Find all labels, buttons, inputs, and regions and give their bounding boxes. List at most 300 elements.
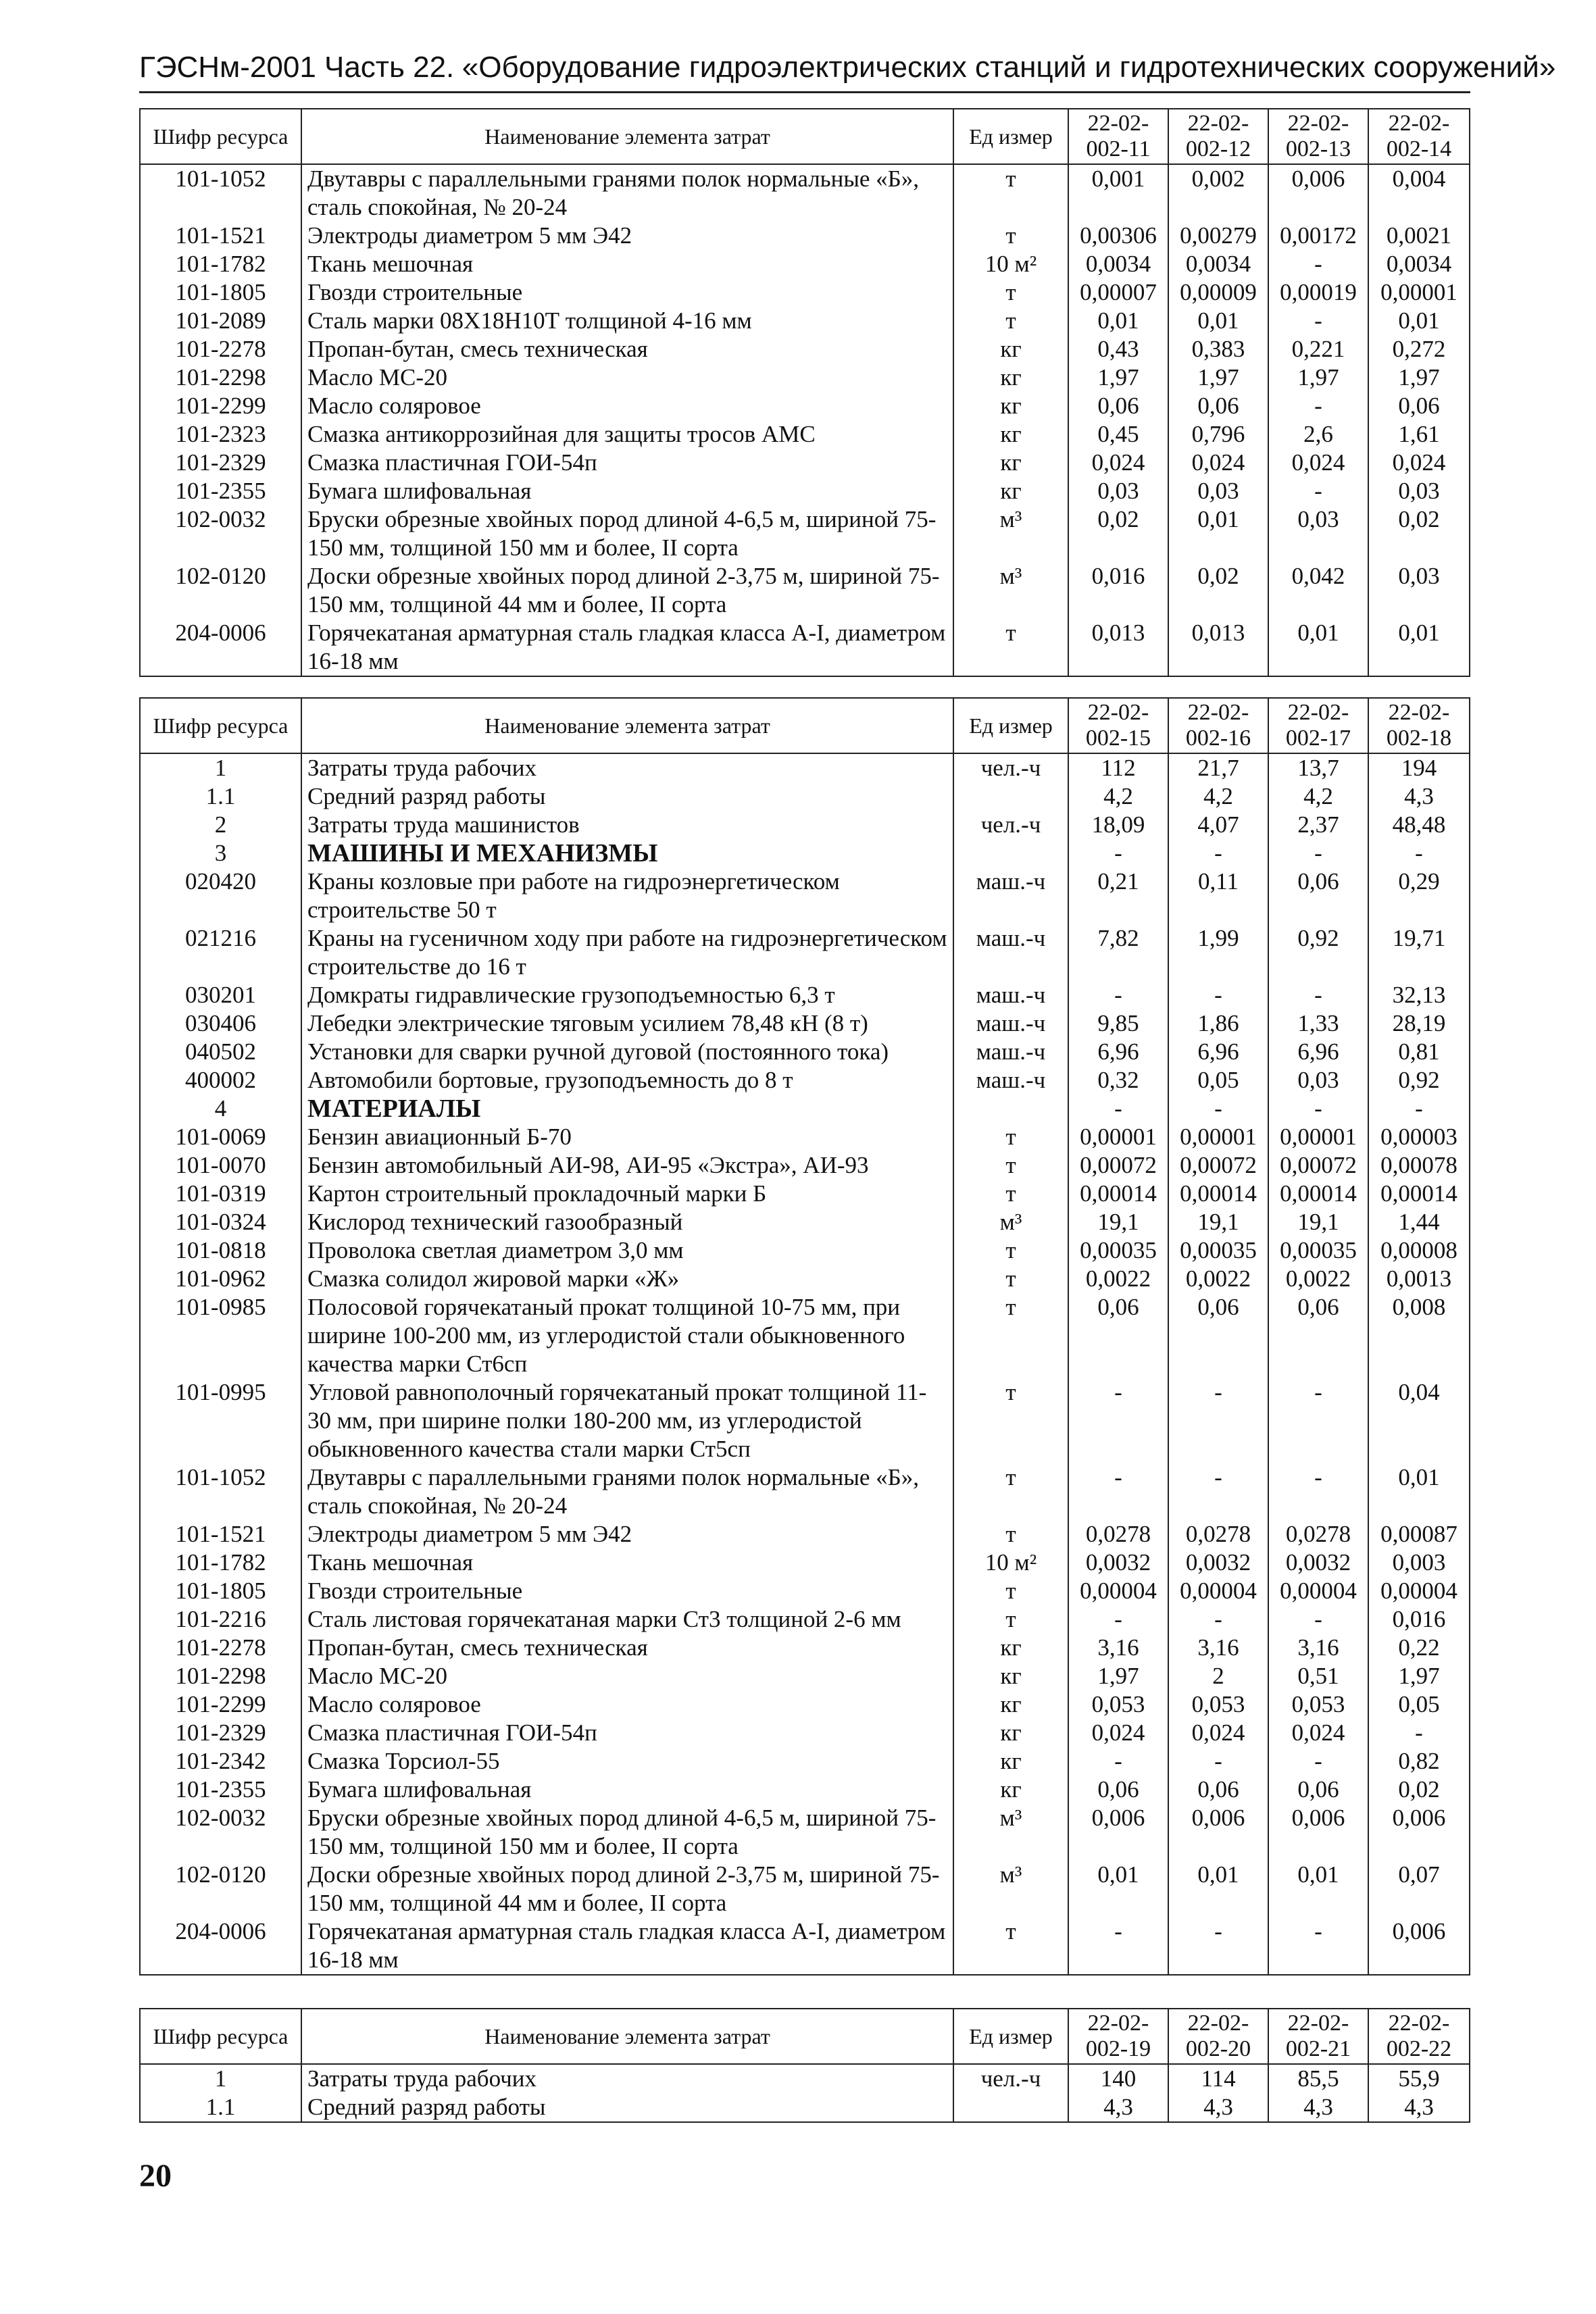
value-cell: - [1268, 250, 1368, 278]
value-cell: 0,06 [1068, 1293, 1168, 1378]
resource-code-cell: 101-2355 [140, 1776, 301, 1804]
value-cell: 3,16 [1068, 1634, 1168, 1662]
resource-code-cell: 030201 [140, 981, 301, 1009]
value-cell: 0,51 [1268, 1662, 1368, 1690]
resource-name-cell: Масло МС-20 [301, 1662, 953, 1690]
resource-code-cell: 101-2329 [140, 1719, 301, 1747]
col-name-header: Наименование элемента затрат [301, 109, 953, 164]
table-row [140, 477, 1470, 505]
value-cell: 3,16 [1168, 1634, 1268, 1662]
value-cell: 0,024 [1268, 1719, 1368, 1747]
header-prefix: ГЭСНм-2001 Часть 22. [139, 51, 455, 84]
value-cell: 4,2 [1168, 782, 1268, 811]
value-cell: 0,221 [1268, 335, 1368, 363]
unit-cell: т [953, 307, 1068, 335]
value-cell: 4,3 [1068, 2093, 1168, 2122]
value-cell: 0,0034 [1168, 250, 1268, 278]
col-code-header: Шифр ресурса [140, 2009, 301, 2064]
value-cell: - [1068, 1378, 1168, 1463]
value-cell: 1,97 [1068, 363, 1168, 392]
resource-code-cell: 101-1782 [140, 250, 301, 278]
resource-name-cell: Сталь марки 08Х18Н10Т толщиной 4-16 мм [301, 307, 953, 335]
resource-name-cell: Установки для сварки ручной дуговой (постоянного тока) [301, 1038, 953, 1066]
value-cell: - [1268, 477, 1368, 505]
value-cell: 0,81 [1368, 1038, 1470, 1066]
value-cell: 0,01 [1068, 307, 1168, 335]
resource-name-cell: Масло соляровое [301, 392, 953, 420]
resource-name-cell: Ткань мешочная [301, 250, 953, 278]
table-row [140, 1180, 1470, 1208]
table-row [140, 164, 1470, 222]
value-cell: 0,00019 [1268, 278, 1368, 307]
value-cell: 0,06 [1168, 392, 1268, 420]
table-row [140, 619, 1470, 676]
value-cell: 0,21 [1068, 867, 1168, 924]
value-cell: 1,97 [1368, 1662, 1470, 1690]
table-row [140, 1605, 1470, 1634]
value-cell: 0,03 [1268, 505, 1368, 562]
value-cell: 0,0034 [1368, 250, 1470, 278]
table-row [140, 1066, 1470, 1095]
value-cell: 21,7 [1168, 753, 1268, 782]
value-cell: 0,04 [1368, 1378, 1470, 1463]
value-cell: - [1268, 307, 1368, 335]
value-cell: - [1268, 1095, 1368, 1123]
resource-code-cell: 101-0985 [140, 1293, 301, 1378]
value-cell: - [1268, 392, 1368, 420]
value-cell: 19,1 [1068, 1208, 1168, 1236]
table-row [140, 392, 1470, 420]
col-id-header: 22-02-002-14 [1368, 109, 1470, 164]
value-cell: 0,0022 [1168, 1265, 1268, 1293]
value-cell: 1,97 [1368, 363, 1470, 392]
value-cell: 6,96 [1268, 1038, 1368, 1066]
value-cell: 28,19 [1368, 1009, 1470, 1038]
value-cell: 0,32 [1068, 1066, 1168, 1095]
value-cell: 85,5 [1268, 2064, 1368, 2093]
value-cell: 0,06 [1268, 1293, 1368, 1378]
col-name-header: Наименование элемента затрат [301, 2009, 953, 2064]
value-cell: 0,00078 [1368, 1151, 1470, 1180]
value-cell: 0,01 [1368, 307, 1470, 335]
resource-name-cell: Угловой равнополочный горячекатаный прокат толщиной 11-30 мм, при ширине полки 180-200 мм, из углеродистой обыкновенного качества стали марки Ст5сп [301, 1378, 953, 1463]
value-cell: 0,00014 [1368, 1180, 1470, 1208]
unit-cell: маш.-ч [953, 1038, 1068, 1066]
table-row [140, 924, 1470, 981]
resource-code-cell: 1.1 [140, 2093, 301, 2122]
value-cell: 0,01 [1168, 307, 1268, 335]
value-cell: 0,0013 [1368, 1265, 1470, 1293]
value-cell: 0,00014 [1268, 1180, 1368, 1208]
value-cell: - [1168, 839, 1268, 867]
table-row [140, 1861, 1470, 1917]
unit-cell: т [953, 1605, 1068, 1634]
resource-code-cell: 4 [140, 1095, 301, 1123]
value-cell: 0,013 [1068, 619, 1168, 676]
resource-code-cell: 400002 [140, 1066, 301, 1095]
resource-code-cell: 3 [140, 839, 301, 867]
table-row [140, 1151, 1470, 1180]
value-cell: 0,004 [1368, 164, 1470, 222]
unit-cell: т [953, 1378, 1068, 1463]
unit-cell: т [953, 1151, 1068, 1180]
table-row [140, 1293, 1470, 1378]
value-cell: - [1168, 1095, 1268, 1123]
table-row [140, 1265, 1470, 1293]
unit-cell: маш.-ч [953, 867, 1068, 924]
value-cell: 0,024 [1168, 1719, 1268, 1747]
value-cell: 0,053 [1168, 1690, 1268, 1719]
value-cell: 0,06 [1168, 1293, 1268, 1378]
value-cell: 0,01 [1268, 1861, 1368, 1917]
table-row [140, 1378, 1470, 1463]
resource-name-cell: Полосовой горячекатаный прокат толщиной 10-75 мм, при ширине 100-200 мм, из углеродистой стали обыкновенного качества марки Ст6сп [301, 1293, 953, 1378]
table-header-row [140, 109, 1470, 164]
unit-cell: т [953, 222, 1068, 250]
col-id-header: 22-02-002-22 [1368, 2009, 1470, 2064]
value-cell: 1,44 [1368, 1208, 1470, 1236]
value-cell: - [1268, 1747, 1368, 1776]
value-cell: 0,006 [1268, 1804, 1368, 1861]
value-cell: 0,024 [1068, 1719, 1168, 1747]
value-cell: - [1168, 1747, 1268, 1776]
table-row [140, 1776, 1470, 1804]
resource-name-cell: Гвозди строительные [301, 278, 953, 307]
table-row [140, 1520, 1470, 1549]
resource-code-cell: 204-0006 [140, 619, 301, 676]
col-name-header: Наименование элемента затрат [301, 698, 953, 753]
value-cell: 0,29 [1368, 867, 1470, 924]
table-row [140, 1577, 1470, 1605]
value-cell: 0,383 [1168, 335, 1268, 363]
value-cell: 0,006 [1068, 1804, 1168, 1861]
value-cell: 0,00009 [1168, 278, 1268, 307]
resource-name-cell: Доски обрезные хвойных пород длиной 2-3,75 м, шириной 75-150 мм, толщиной 44 мм и более, II сорта [301, 1861, 953, 1917]
table-row [140, 1747, 1470, 1776]
value-cell: 0,00035 [1268, 1236, 1368, 1265]
resource-name-cell: Гвозди строительные [301, 1577, 953, 1605]
resource-name-cell: Бумага шлифовальная [301, 477, 953, 505]
value-cell: 0,22 [1368, 1634, 1470, 1662]
unit-cell: м³ [953, 1861, 1068, 1917]
value-cell: 4,3 [1268, 2093, 1368, 2122]
value-cell: 13,7 [1268, 753, 1368, 782]
resource-name-cell: Затраты труда рабочих [301, 2064, 953, 2093]
col-code-header: Шифр ресурса [140, 698, 301, 753]
value-cell: - [1068, 981, 1168, 1009]
value-cell: 19,71 [1368, 924, 1470, 981]
value-cell: - [1368, 1719, 1470, 1747]
resource-code-cell: 030406 [140, 1009, 301, 1038]
value-cell: 0,016 [1368, 1605, 1470, 1634]
col-id-header: 22-02-002-20 [1168, 2009, 1268, 2064]
value-cell: 0,01 [1368, 619, 1470, 676]
table-row [140, 1690, 1470, 1719]
value-cell: - [1168, 1378, 1268, 1463]
unit-cell: м³ [953, 1208, 1068, 1236]
resource-name-cell: МАШИНЫ И МЕХАНИЗМЫ [301, 839, 953, 867]
value-cell: 1,61 [1368, 420, 1470, 449]
table-row [140, 505, 1470, 562]
value-cell: 4,2 [1068, 782, 1168, 811]
value-cell: 19,1 [1268, 1208, 1368, 1236]
value-cell: - [1168, 981, 1268, 1009]
page-header [139, 49, 1556, 93]
value-cell: 0,042 [1268, 562, 1368, 619]
value-cell: 1,33 [1268, 1009, 1368, 1038]
resource-code-cell: 101-2329 [140, 449, 301, 477]
value-cell: 0,06 [1068, 1776, 1168, 1804]
unit-cell [953, 1095, 1068, 1123]
value-cell: 0,11 [1168, 867, 1268, 924]
value-cell: 0,01 [1168, 1861, 1268, 1917]
value-cell: 4,3 [1368, 782, 1470, 811]
resource-name-cell: Лебедки электрические тяговым усилием 78,48 кН (8 т) [301, 1009, 953, 1038]
resource-code-cell: 040502 [140, 1038, 301, 1066]
value-cell: 0,001 [1068, 164, 1168, 222]
value-cell: 0,06 [1368, 392, 1470, 420]
resource-code-cell: 1 [140, 753, 301, 782]
value-cell: 32,13 [1368, 981, 1470, 1009]
resource-code-cell: 1 [140, 2064, 301, 2093]
value-cell: 0,02 [1168, 562, 1268, 619]
value-cell: 0,01 [1168, 505, 1268, 562]
value-cell: 18,09 [1068, 811, 1168, 839]
resource-code-cell: 101-0818 [140, 1236, 301, 1265]
resource-code-cell: 2 [140, 811, 301, 839]
value-cell: 0,0032 [1268, 1549, 1368, 1577]
unit-cell [953, 839, 1068, 867]
resource-code-cell: 101-0319 [140, 1180, 301, 1208]
unit-cell: кг [953, 1719, 1068, 1747]
resource-name-cell: Доски обрезные хвойных пород длиной 2-3,75 м, шириной 75-150 мм, толщиной 44 мм и более, II сорта [301, 562, 953, 619]
unit-cell [953, 2093, 1068, 2122]
resource-code-cell: 204-0006 [140, 1917, 301, 1975]
resource-name-cell: Двутавры с параллельными гранями полок нормальные «Б», сталь спокойная, № 20-24 [301, 1463, 953, 1520]
table-body [140, 164, 1470, 676]
unit-cell: маш.-ч [953, 1009, 1068, 1038]
unit-cell: 10 м² [953, 1549, 1068, 1577]
header-title: «Оборудование гидроэлектрических станций и гидротехнических сооружений» [462, 51, 1556, 84]
value-cell: 2,37 [1268, 811, 1368, 839]
col-id-header: 22-02-002-19 [1068, 2009, 1168, 2064]
unit-cell: кг [953, 1690, 1068, 1719]
value-cell: 0,05 [1168, 1066, 1268, 1095]
value-cell: 0,02 [1368, 1776, 1470, 1804]
unit-cell: т [953, 1577, 1068, 1605]
value-cell: 0,06 [1268, 1776, 1368, 1804]
resource-name-cell: Средний разряд работы [301, 782, 953, 811]
table-row [140, 307, 1470, 335]
value-cell: - [1268, 839, 1368, 867]
resource-code-cell: 101-1805 [140, 278, 301, 307]
value-cell: 0,006 [1368, 1804, 1470, 1861]
table-row [140, 278, 1470, 307]
col-id-header: 22-02-002-12 [1168, 109, 1268, 164]
resource-name-cell: Масло МС-20 [301, 363, 953, 392]
resource-name-cell: Масло соляровое [301, 1690, 953, 1719]
value-cell: 0,013 [1168, 619, 1268, 676]
value-cell: 0,00072 [1068, 1151, 1168, 1180]
col-unit-header: Ед измер [953, 2009, 1068, 2064]
resource-code-cell: 101-2299 [140, 1690, 301, 1719]
value-cell: 48,48 [1368, 811, 1470, 839]
value-cell: 0,796 [1168, 420, 1268, 449]
value-cell: 0,024 [1068, 449, 1168, 477]
value-cell: 0,00014 [1068, 1180, 1168, 1208]
table-row [140, 1009, 1470, 1038]
resource-code-cell: 102-0120 [140, 562, 301, 619]
table-row [140, 222, 1470, 250]
value-cell: 1,99 [1168, 924, 1268, 981]
resource-table-1 [139, 108, 1470, 677]
value-cell: 0,00004 [1268, 1577, 1368, 1605]
value-cell: 1,97 [1068, 1662, 1168, 1690]
value-cell: 0,00004 [1368, 1577, 1470, 1605]
value-cell: 0,0021 [1368, 222, 1470, 250]
value-cell: - [1168, 1463, 1268, 1520]
resource-table-3 [139, 2008, 1470, 2123]
value-cell: 0,0022 [1068, 1265, 1168, 1293]
value-cell: 112 [1068, 753, 1168, 782]
col-code-header: Шифр ресурса [140, 109, 301, 164]
value-cell: 0,00014 [1168, 1180, 1268, 1208]
unit-cell: маш.-ч [953, 981, 1068, 1009]
value-cell: 0,272 [1368, 335, 1470, 363]
page-number: 20 [139, 2158, 172, 2194]
table-row [140, 1095, 1470, 1123]
unit-cell: м³ [953, 562, 1068, 619]
value-cell: 0,00001 [1268, 1123, 1368, 1151]
col-id-header: 22-02-002-13 [1268, 109, 1368, 164]
resource-name-cell: Двутавры с параллельными гранями полок нормальные «Б», сталь спокойная, № 20-24 [301, 164, 953, 222]
table-row [140, 2064, 1470, 2093]
value-cell: 0,053 [1268, 1690, 1368, 1719]
value-cell: 0,006 [1268, 164, 1368, 222]
value-cell: 9,85 [1068, 1009, 1168, 1038]
resource-name-cell: Сталь листовая горячекатаная марки Ст3 толщиной 2-6 мм [301, 1605, 953, 1634]
value-cell: 0,03 [1168, 477, 1268, 505]
resource-code-cell: 101-2089 [140, 307, 301, 335]
table-row [140, 981, 1470, 1009]
resource-name-cell: Средний разряд работы [301, 2093, 953, 2122]
resource-name-cell: Затраты труда рабочих [301, 753, 953, 782]
value-cell: 0,00001 [1068, 1123, 1168, 1151]
value-cell: 194 [1368, 753, 1470, 782]
resource-code-cell: 101-0324 [140, 1208, 301, 1236]
col-unit-header: Ед измер [953, 109, 1068, 164]
table-row [140, 867, 1470, 924]
resource-name-cell: Краны козловые при работе на гидроэнергетическом строительстве 50 т [301, 867, 953, 924]
value-cell: - [1068, 1095, 1168, 1123]
resource-code-cell: 101-0995 [140, 1378, 301, 1463]
unit-cell: кг [953, 392, 1068, 420]
col-unit-header: Ед измер [953, 698, 1068, 753]
resource-code-cell: 101-2278 [140, 335, 301, 363]
unit-cell: кг [953, 449, 1068, 477]
value-cell: 0,00004 [1068, 1577, 1168, 1605]
resource-table-2 [139, 697, 1470, 1976]
table-row [140, 363, 1470, 392]
value-cell: - [1268, 1917, 1368, 1975]
unit-cell [953, 782, 1068, 811]
unit-cell: кг [953, 420, 1068, 449]
table-row [140, 1662, 1470, 1690]
unit-cell: чел.-ч [953, 753, 1068, 782]
value-cell: 2 [1168, 1662, 1268, 1690]
table-row [140, 1038, 1470, 1066]
value-cell: 0,00008 [1368, 1236, 1470, 1265]
value-cell: 55,9 [1368, 2064, 1470, 2093]
resource-name-cell: МАТЕРИАЛЫ [301, 1095, 953, 1123]
value-cell: 0,03 [1368, 562, 1470, 619]
unit-cell: т [953, 619, 1068, 676]
value-cell: 0,006 [1168, 1804, 1268, 1861]
value-cell: 6,96 [1168, 1038, 1268, 1066]
value-cell: 1,97 [1168, 363, 1268, 392]
resource-code-cell: 101-1521 [140, 222, 301, 250]
value-cell: 0,06 [1268, 867, 1368, 924]
resource-name-cell: Автомобили бортовые, грузоподъемность до 8 т [301, 1066, 953, 1095]
value-cell: 0,024 [1168, 449, 1268, 477]
resource-code-cell: 101-1782 [140, 1549, 301, 1577]
table-row [140, 562, 1470, 619]
value-cell: 0,003 [1368, 1549, 1470, 1577]
value-cell: 0,00035 [1168, 1236, 1268, 1265]
value-cell: - [1168, 1605, 1268, 1634]
value-cell: - [1268, 1463, 1368, 1520]
resource-code-cell: 101-1052 [140, 164, 301, 222]
value-cell: 1,97 [1268, 363, 1368, 392]
resource-code-cell: 101-2298 [140, 1662, 301, 1690]
value-cell: 1,86 [1168, 1009, 1268, 1038]
value-cell: 0,00003 [1368, 1123, 1470, 1151]
table-row [140, 1719, 1470, 1747]
value-cell: 0,0034 [1068, 250, 1168, 278]
unit-cell: м³ [953, 505, 1068, 562]
table-body [140, 753, 1470, 1975]
value-cell: 140 [1068, 2064, 1168, 2093]
resource-code-cell: 1.1 [140, 782, 301, 811]
value-cell: 3,16 [1268, 1634, 1368, 1662]
unit-cell: т [953, 1520, 1068, 1549]
value-cell: 0,82 [1368, 1747, 1470, 1776]
value-cell: 0,00001 [1368, 278, 1470, 307]
table-row [140, 782, 1470, 811]
value-cell: 4,2 [1268, 782, 1368, 811]
resource-code-cell: 101-2278 [140, 1634, 301, 1662]
value-cell: 0,07 [1368, 1861, 1470, 1917]
value-cell: 4,3 [1368, 2093, 1470, 2122]
value-cell: 0,00072 [1168, 1151, 1268, 1180]
resource-name-cell: Бензин авиационный Б-70 [301, 1123, 953, 1151]
value-cell: - [1068, 839, 1168, 867]
col-id-header: 22-02-002-11 [1068, 109, 1168, 164]
resource-name-cell: Пропан-бутан, смесь техническая [301, 1634, 953, 1662]
table-row [140, 250, 1470, 278]
unit-cell: т [953, 278, 1068, 307]
resource-code-cell: 102-0032 [140, 505, 301, 562]
value-cell: 0,00007 [1068, 278, 1168, 307]
value-cell: 2,6 [1268, 420, 1368, 449]
resource-name-cell: Электроды диаметром 5 мм Э42 [301, 1520, 953, 1549]
resource-code-cell: 101-1521 [140, 1520, 301, 1549]
table-row [140, 1634, 1470, 1662]
value-cell: 0,024 [1268, 449, 1368, 477]
unit-cell: маш.-ч [953, 924, 1068, 981]
value-cell: 0,008 [1368, 1293, 1470, 1378]
unit-cell: м³ [953, 1804, 1068, 1861]
